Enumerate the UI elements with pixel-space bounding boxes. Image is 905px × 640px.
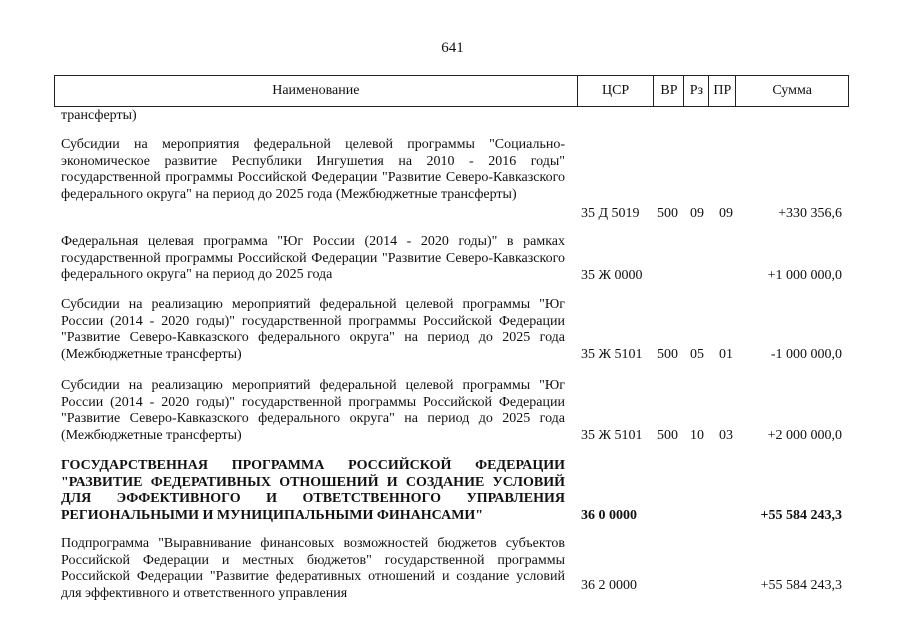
header-rz: Рз	[683, 76, 708, 106]
row-sum: +2 000 000,0	[767, 428, 842, 443]
row-csr: 35 Ж 5101	[581, 428, 643, 443]
row-csr: 35 Д 5019	[581, 206, 640, 221]
header-sum: Сумма	[735, 76, 848, 106]
page-number: 641	[441, 40, 464, 56]
table-row	[61, 378, 848, 448]
table-row	[61, 536, 848, 606]
row-csr: 36 0 0000	[581, 508, 637, 523]
row-rz: 05	[690, 347, 704, 362]
row-rz: 10	[690, 428, 704, 443]
header-vr: ВР	[653, 76, 683, 106]
row-name: Субсидии на мероприятия федеральной целевой программы "Социально-экономическое развитие Республики Ингушетия на 2010 - 2016 годы" государственной программы Российской Федерации "Развитие Северо-Кавказского федерального округа" на период до 2025 года (Межбюджетные трансферты)	[61, 137, 565, 202]
row-vr: 500	[657, 428, 678, 443]
row-pr: 09	[719, 206, 733, 221]
row-name: Федеральная целевая программа "Юг России (2014 - 2020 годы)" в рамках государственной программы Российской Федерации "Развитие Северо-Кавказского федерального округа" на период до 2025 года	[61, 234, 565, 282]
row-sum: +1 000 000,0	[767, 268, 842, 283]
header-name: Наименование	[272, 83, 360, 98]
row-rz: 09	[690, 206, 704, 221]
table-row	[61, 458, 848, 528]
table-row	[61, 234, 848, 286]
table-row	[61, 297, 848, 367]
row-sum: +55 584 243,3	[760, 578, 842, 593]
row-csr: 35 Ж 5101	[581, 347, 643, 362]
header-pr: ПР	[708, 76, 735, 106]
row-csr: 35 Ж 0000	[581, 268, 643, 283]
row-sum: +330 356,6	[778, 206, 842, 221]
row-name: Субсидии на реализацию мероприятий федеральной целевой программы "Юг России (2014 - 2020 годы)" государственной программы Российской Федерации "Развитие Северо-Кавказского федерального округа" на период до 2025 года (Межбюджетные трансферты)	[61, 297, 565, 362]
row-name: трансферты)	[61, 108, 137, 123]
header-csr: ЦСР	[577, 76, 654, 106]
row-csr: 36 2 0000	[581, 578, 637, 593]
table-header	[54, 75, 849, 107]
row-name: Субсидии на реализацию мероприятий федеральной целевой программы "Юг России (2014 - 2020 годы)" государственной программы Российской Федерации "Развитие Северо-Кавказского федерального округа" на период до 2025 года (Межбюджетные трансферты)	[61, 378, 565, 443]
row-pr: 01	[719, 347, 733, 362]
row-vr: 500	[657, 206, 678, 221]
table-row	[61, 108, 848, 126]
row-name: ГОСУДАРСТВЕННАЯ ПРОГРАММА РОССИЙСКОЙ ФЕДЕРАЦИИ "РАЗВИТИЕ ФЕДЕРАТИВНЫХ ОТНОШЕНИЙ И СОЗДАНИЕ УСЛОВИЙ ДЛЯ ЭФФЕКТИВНОГО И ОТВЕТСТВЕННОГО УПРАВЛЕНИЯ РЕГИОНАЛЬНЫМИ И МУНИЦИПАЛЬНЫМИ ФИНАНСАМИ"	[61, 458, 565, 523]
row-pr: 03	[719, 428, 733, 443]
row-vr: 500	[657, 347, 678, 362]
row-sum: +55 584 243,3	[760, 508, 842, 523]
table-row	[61, 137, 848, 223]
row-sum: -1 000 000,0	[770, 347, 842, 362]
row-name: Подпрограмма "Выравнивание финансовых возможностей бюджетов субъектов Российской Федерации и местных бюджетов" государственной программы Российской Федерации "Развитие федеративных отношений и создание условий для эффективного и ответственного управления	[61, 536, 565, 601]
